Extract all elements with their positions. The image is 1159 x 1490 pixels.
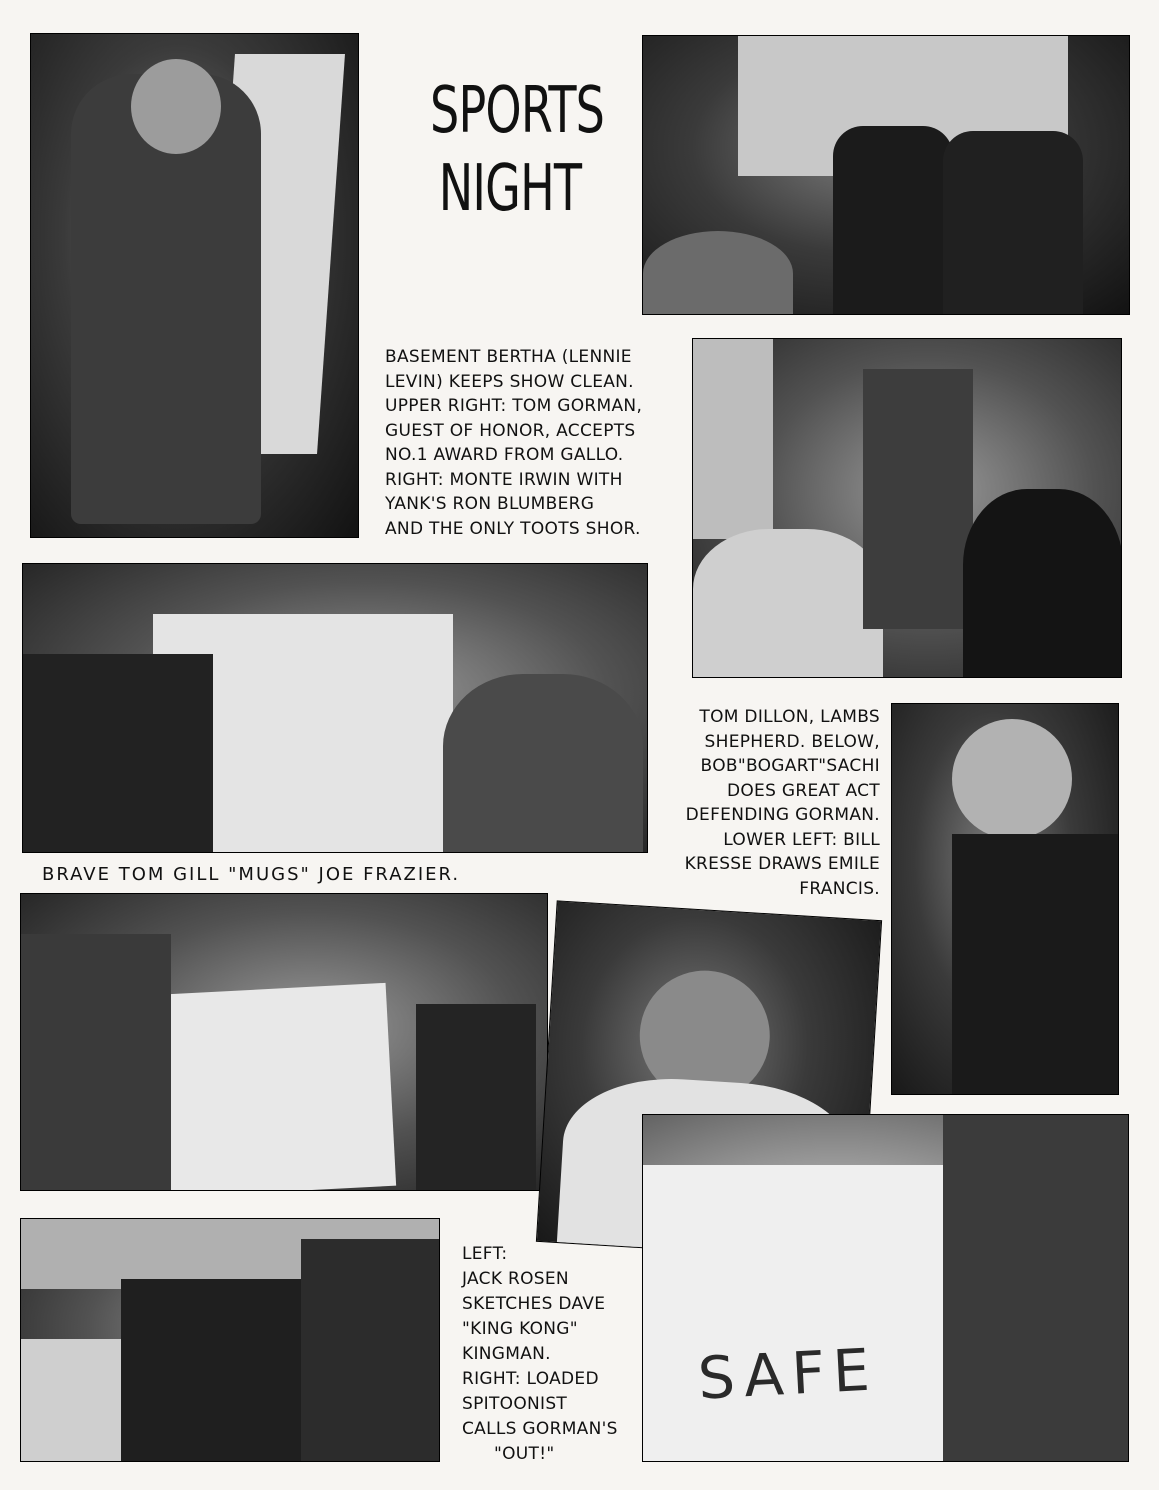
photo-basement-bertha bbox=[30, 33, 359, 538]
safe-scrawl: SAFE bbox=[696, 1335, 880, 1413]
photo-tom-dillon bbox=[891, 703, 1119, 1095]
caption-gill-frazier: BRAVE TOM GILL "MUGS" JOE FRAZIER. bbox=[42, 864, 461, 885]
page-title bbox=[430, 72, 605, 228]
caption-rosen-kingman: LEFT: JACK ROSEN SKETCHES DAVE "KING KONG" KINGMAN. RIGHT: LOADED SPITOONIST CALLS GORMAN'S "OUT!" bbox=[462, 1244, 618, 1464]
photo-gorman-award bbox=[642, 35, 1130, 315]
caption-dillon: TOM DILLON, LAMBS SHEPHERD. BELOW, BOB"BOGART"SACHI DOES GREAT ACT DEFENDING GORMAN. LOWER LEFT: BILL KRESSE DRAWS EMILE FRANCIS. bbox=[684, 707, 880, 899]
caption-bertha: BASEMENT BERTHA (LENNIE LEVIN) KEEPS SHOW CLEAN. UPPER RIGHT: TOM GORMAN, GUEST OF HONOR, ACCEPTS NO.1 AWARD FROM GALLO. RIGHT: MONTE IRWIN WITH YANK'S RON BLUMBERG AND THE ONLY TOOTS SHOR. bbox=[385, 347, 643, 539]
photo-irwin-blumberg-shor bbox=[692, 338, 1122, 678]
photo-spittoonist bbox=[642, 1114, 1129, 1462]
title-line-1: SPORTS bbox=[430, 74, 605, 148]
photo-kresse-francis bbox=[20, 893, 548, 1191]
photo-rosen-kingman bbox=[20, 1218, 440, 1462]
title-line-2: NIGHT bbox=[438, 152, 582, 226]
photo-gill-frazier bbox=[22, 563, 648, 853]
